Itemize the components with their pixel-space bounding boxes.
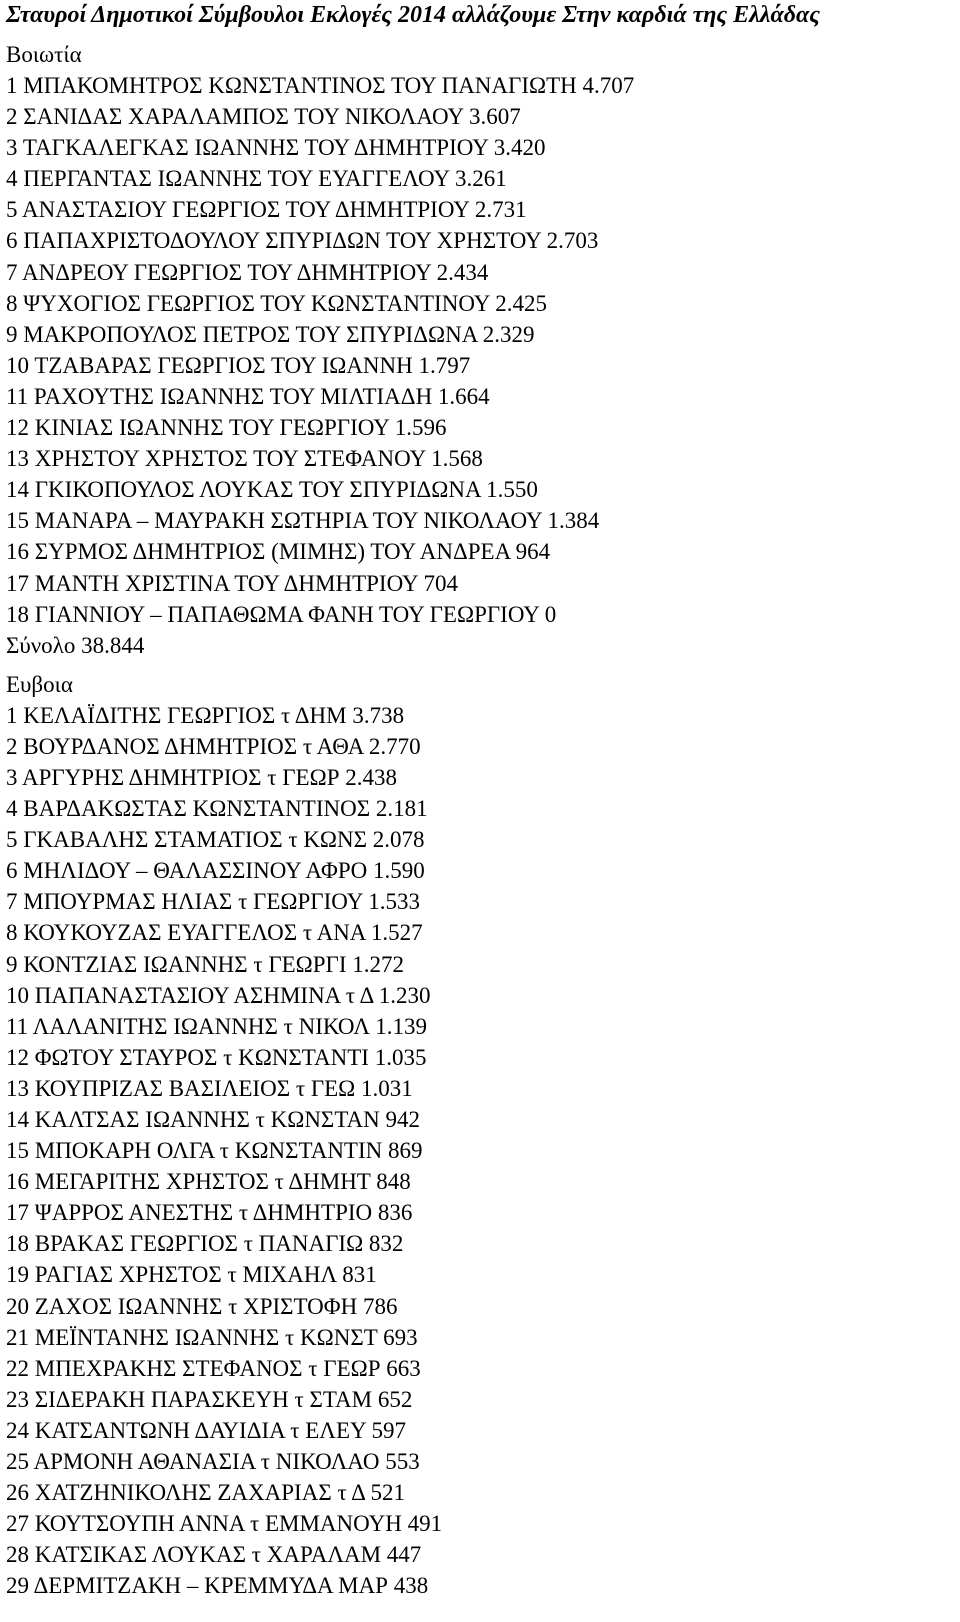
list-item: 6 ΠΑΠΑΧΡΙΣΤΟΔΟΥΛΟΥ ΣΠΥΡΙΔΩΝ ΤΟΥ ΧΡΗΣΤΟΥ 2.703 [6,228,599,254]
list-item: 11 ΡΑΧΟΥΤΗΣ ΙΩΑΝΝΗΣ ΤΟΥ ΜΙΛΤΙΑΔΗ 1.664 [6,383,490,409]
list-item: 24 ΚΑΤΣΑΝΤΩΝΗ ΔΑΥΙΔΙΑ τ ΕΛΕΥ 597 [6,1417,407,1443]
section-header: Ευβοια [6,671,73,697]
document-page [6,0,960,1602]
list-item: 18 ΓΙΑΝΝΙΟΥ – ΠΑΠΑΘΩΜΑ ΦΑΝΗ ΤΟΥ ΓΕΩΡΓΙΟΥ 0 [6,601,557,627]
list-item: 13 ΧΡΗΣΤΟΥ ΧΡΗΣΤΟΣ ΤΟΥ ΣΤΕΦΑΝΟΥ 1.568 [6,446,483,472]
list-item: 18 ΒΡΑΚΑΣ ΓΕΩΡΓΙΟΣ τ ΠΑΝΑΓΙΩ 832 [6,1231,404,1257]
list-item: 2 ΒΟΥΡΔΑΝΟΣ ΔΗΜΗΤΡΙΟΣ τ ΑΘΑ 2.770 [6,733,421,759]
list-item: 29 ΔΕΡΜΙΤΖΑΚΗ – ΚΡΕΜΜΥΔΑ ΜΑΡ 438 [6,1573,429,1599]
section-header: Βοιωτία [6,42,82,67]
list-item: 12 ΚΙΝΙΑΣ ΙΩΑΝΝΗΣ ΤΟΥ ΓΕΩΡΓΙΟΥ 1.596 [6,415,447,441]
list-item: 5 ΑΝΑΣΤΑΣΙΟΥ ΓΕΩΡΓΙΟΣ ΤΟΥ ΔΗΜΗΤΡΙΟΥ 2.731 [6,197,527,223]
list-item: 25 ΑΡΜΟΝΗ ΑΘΑΝΑΣΙΑ τ ΝΙΚΟΛΑΟ 553 [6,1449,420,1475]
list-item: 14 ΚΑΛΤΣΑΣ ΙΩΑΝΝΗΣ τ ΚΩΝΣΤΑΝ 942 [6,1107,420,1132]
list-item: 13 ΚΟΥΠΡΙΖΑΣ ΒΑΣΙΛΕΙΟΣ τ ΓΕΩ 1.031 [6,1075,413,1101]
list-item: 16 ΜΕΓΑΡΙΤΗΣ ΧΡΗΣΤΟΣ τ ΔΗΜΗΤ 848 [6,1169,411,1195]
list-item: 22 ΜΠΕΧΡΑΚΗΣ ΣΤΕΦΑΝΟΣ τ ΓΕΩΡ 663 [6,1355,421,1381]
list-item: 6 ΜΗΛΙΔΟΥ – ΘΑΛΑΣΣΙΝΟΥ ΑΦΡΟ 1.590 [6,858,425,884]
list-item: 4 ΒΑΡΔΑΚΩΣΤΑΣ ΚΩΝΣΤΑΝΤΙΝΟΣ 2.181 [6,796,428,822]
list-item: 23 ΣΙΔΕΡΑΚΗ ΠΑΡΑΣΚΕΥΗ τ ΣΤΑΜ 652 [6,1386,413,1412]
list-item: 7 ΜΠΟΥΡΜΑΣ ΗΛΙΑΣ τ ΓΕΩΡΓΙΟΥ 1.533 [6,889,420,915]
section-2 [6,661,960,1602]
list-item: 10 ΠΑΠΑΝΑΣΤΑΣΙΟΥ ΑΣΗΜΙΝΑ τ Δ 1.230 [6,982,431,1008]
list-item: 14 ΓΚΙΚΟΠΟΥΛΟΣ ΛΟΥΚΑΣ ΤΟΥ ΣΠΥΡΙΔΩΝΑ 1.550 [6,477,538,503]
list-item: 11 ΛΑΛΑΝΙΤΗΣ ΙΩΑΝΝΗΣ τ ΝΙΚΟΛ 1.139 [6,1013,427,1039]
list-item: 21 ΜΕΪΝΤΑΝΗΣ ΙΩΑΝΝΗΣ τ ΚΩΝΣΤ 693 [6,1324,418,1350]
list-item: 3 ΑΡΓΥΡΗΣ ΔΗΜΗΤΡΙΟΣ τ ΓΕΩΡ 2.438 [6,764,397,790]
list-item: 15 ΜΑΝΑΡΑ – ΜΑΥΡΑΚΗ ΣΩΤΗΡΙΑ ΤΟΥ ΝΙΚΟΛΑΟΥ 1.384 [6,508,600,534]
list-item: 4 ΠΕΡΓΑΝΤΑΣ ΙΩΑΝΝΗΣ ΤΟΥ ΕΥΑΓΓΕΛΟΥ 3.261 [6,166,507,192]
list-item: 9 ΚΟΝΤΖΙΑΣ ΙΩΑΝΝΗΣ τ ΓΕΩΡΓΙ 1.272 [6,951,405,977]
list-item: 17 ΜΑΝΤΗ ΧΡΙΣΤΙΝΑ ΤΟΥ ΔΗΜΗΤΡΙΟΥ 704 [6,570,459,596]
list-item: 1 ΜΠΑΚΟΜΗΤΡΟΣ ΚΩΝΣΤΑΝΤΙΝΟΣ ΤΟΥ ΠΑΝΑΓΙΩΤΗ 4.707 [6,73,635,98]
list-item: 5 ΓΚΑΒΑΛΗΣ ΣΤΑΜΑΤΙΟΣ τ ΚΩΝΣ 2.078 [6,827,425,853]
list-item: 16 ΣΥΡΜΟΣ ΔΗΜΗΤΡΙΟΣ (ΜΙΜΗΣ) ΤΟΥ ΑΝΔΡΕΑ 964 [6,539,551,565]
list-item: 17 ΨΑΡΡΟΣ ΑΝΕΣΤΗΣ τ ΔΗΜΗΤΡΙΟ 836 [6,1200,413,1226]
list-item: 9 ΜΑΚΡΟΠΟΥΛΟΣ ΠΕΤΡΟΣ ΤΟΥ ΣΠΥΡΙΔΩΝΑ 2.329 [6,321,535,347]
list-item: 3 ΤΑΓΚΑΛΕΓΚΑΣ ΙΩΑΝΝΗΣ ΤΟΥ ΔΗΜΗΤΡΙΟΥ 3.420 [6,135,546,161]
list-item: 2 ΣΑΝΙΔΑΣ ΧΑΡΑΛΑΜΠΟΣ ΤΟΥ ΝΙΚΟΛΑΟΥ 3.607 [6,104,521,130]
list-item: 20 ΖΑΧΟΣ ΙΩΑΝΝΗΣ τ ΧΡΙΣΤΟΦΗ 786 [6,1293,398,1319]
section-1 [6,30,960,661]
list-item: 26 ΧΑΤΖΗΝΙΚΟΛΗΣ ΖΑΧΑΡΙΑΣ τ Δ 521 [6,1480,405,1506]
list-item: 27 ΚΟΥΤΣΟΥΠΗ ΑΝΝΑ τ ΕΜΜΑΝΟΥΗ 491 [6,1511,443,1537]
list-item: Σύνολο 38.844 [6,632,145,658]
page-title: Σταυροί Δημοτικοί Σύμβουλοι Εκλογές 2014 αλλάζουμε Στην καρδιά της Ελλάδας [6,2,820,28]
list-item: 12 ΦΩΤΟΥ ΣΤΑΥΡΟΣ τ ΚΩΝΣΤΑΝΤΙ 1.035 [6,1044,427,1070]
list-item: 8 ΚΟΥΚΟΥΖΑΣ ΕΥΑΓΓΕΛΟΣ τ ΑΝΑ 1.527 [6,920,423,946]
list-item: 8 ΨΥΧΟΓΙΟΣ ΓΕΩΡΓΙΟΣ ΤΟΥ ΚΩΝΣΤΑΝΤΙΝΟΥ 2.425 [6,290,548,316]
candidate-list [6,700,960,1602]
list-item: 28 ΚΑΤΣΙΚΑΣ ΛΟΥΚΑΣ τ ΧΑΡΑΛΑΜ 447 [6,1542,422,1568]
list-item: 19 ΡΑΓΙΑΣ ΧΡΗΣΤΟΣ τ ΜΙΧΑΗΛ 831 [6,1262,377,1288]
list-item: 7 ΑΝΔΡΕΟΥ ΓΕΩΡΓΙΟΣ ΤΟΥ ΔΗΜΗΤΡΙΟΥ 2.434 [6,259,489,285]
candidate-list [6,70,960,661]
list-item: 1 ΚΕΛΑΪΔΙΤΗΣ ΓΕΩΡΓΙΟΣ τ ΔΗΜ 3.738 [6,702,405,728]
list-item: 15 ΜΠΟΚΑΡΗ ΟΛΓΑ τ ΚΩΝΣΤΑΝΤΙΝ 869 [6,1138,423,1164]
list-item: 10 ΤΖΑΒΑΡΑΣ ΓΕΩΡΓΙΟΣ ΤΟΥ ΙΩΑΝΝΗ 1.797 [6,352,471,378]
sections-container [6,30,960,1602]
